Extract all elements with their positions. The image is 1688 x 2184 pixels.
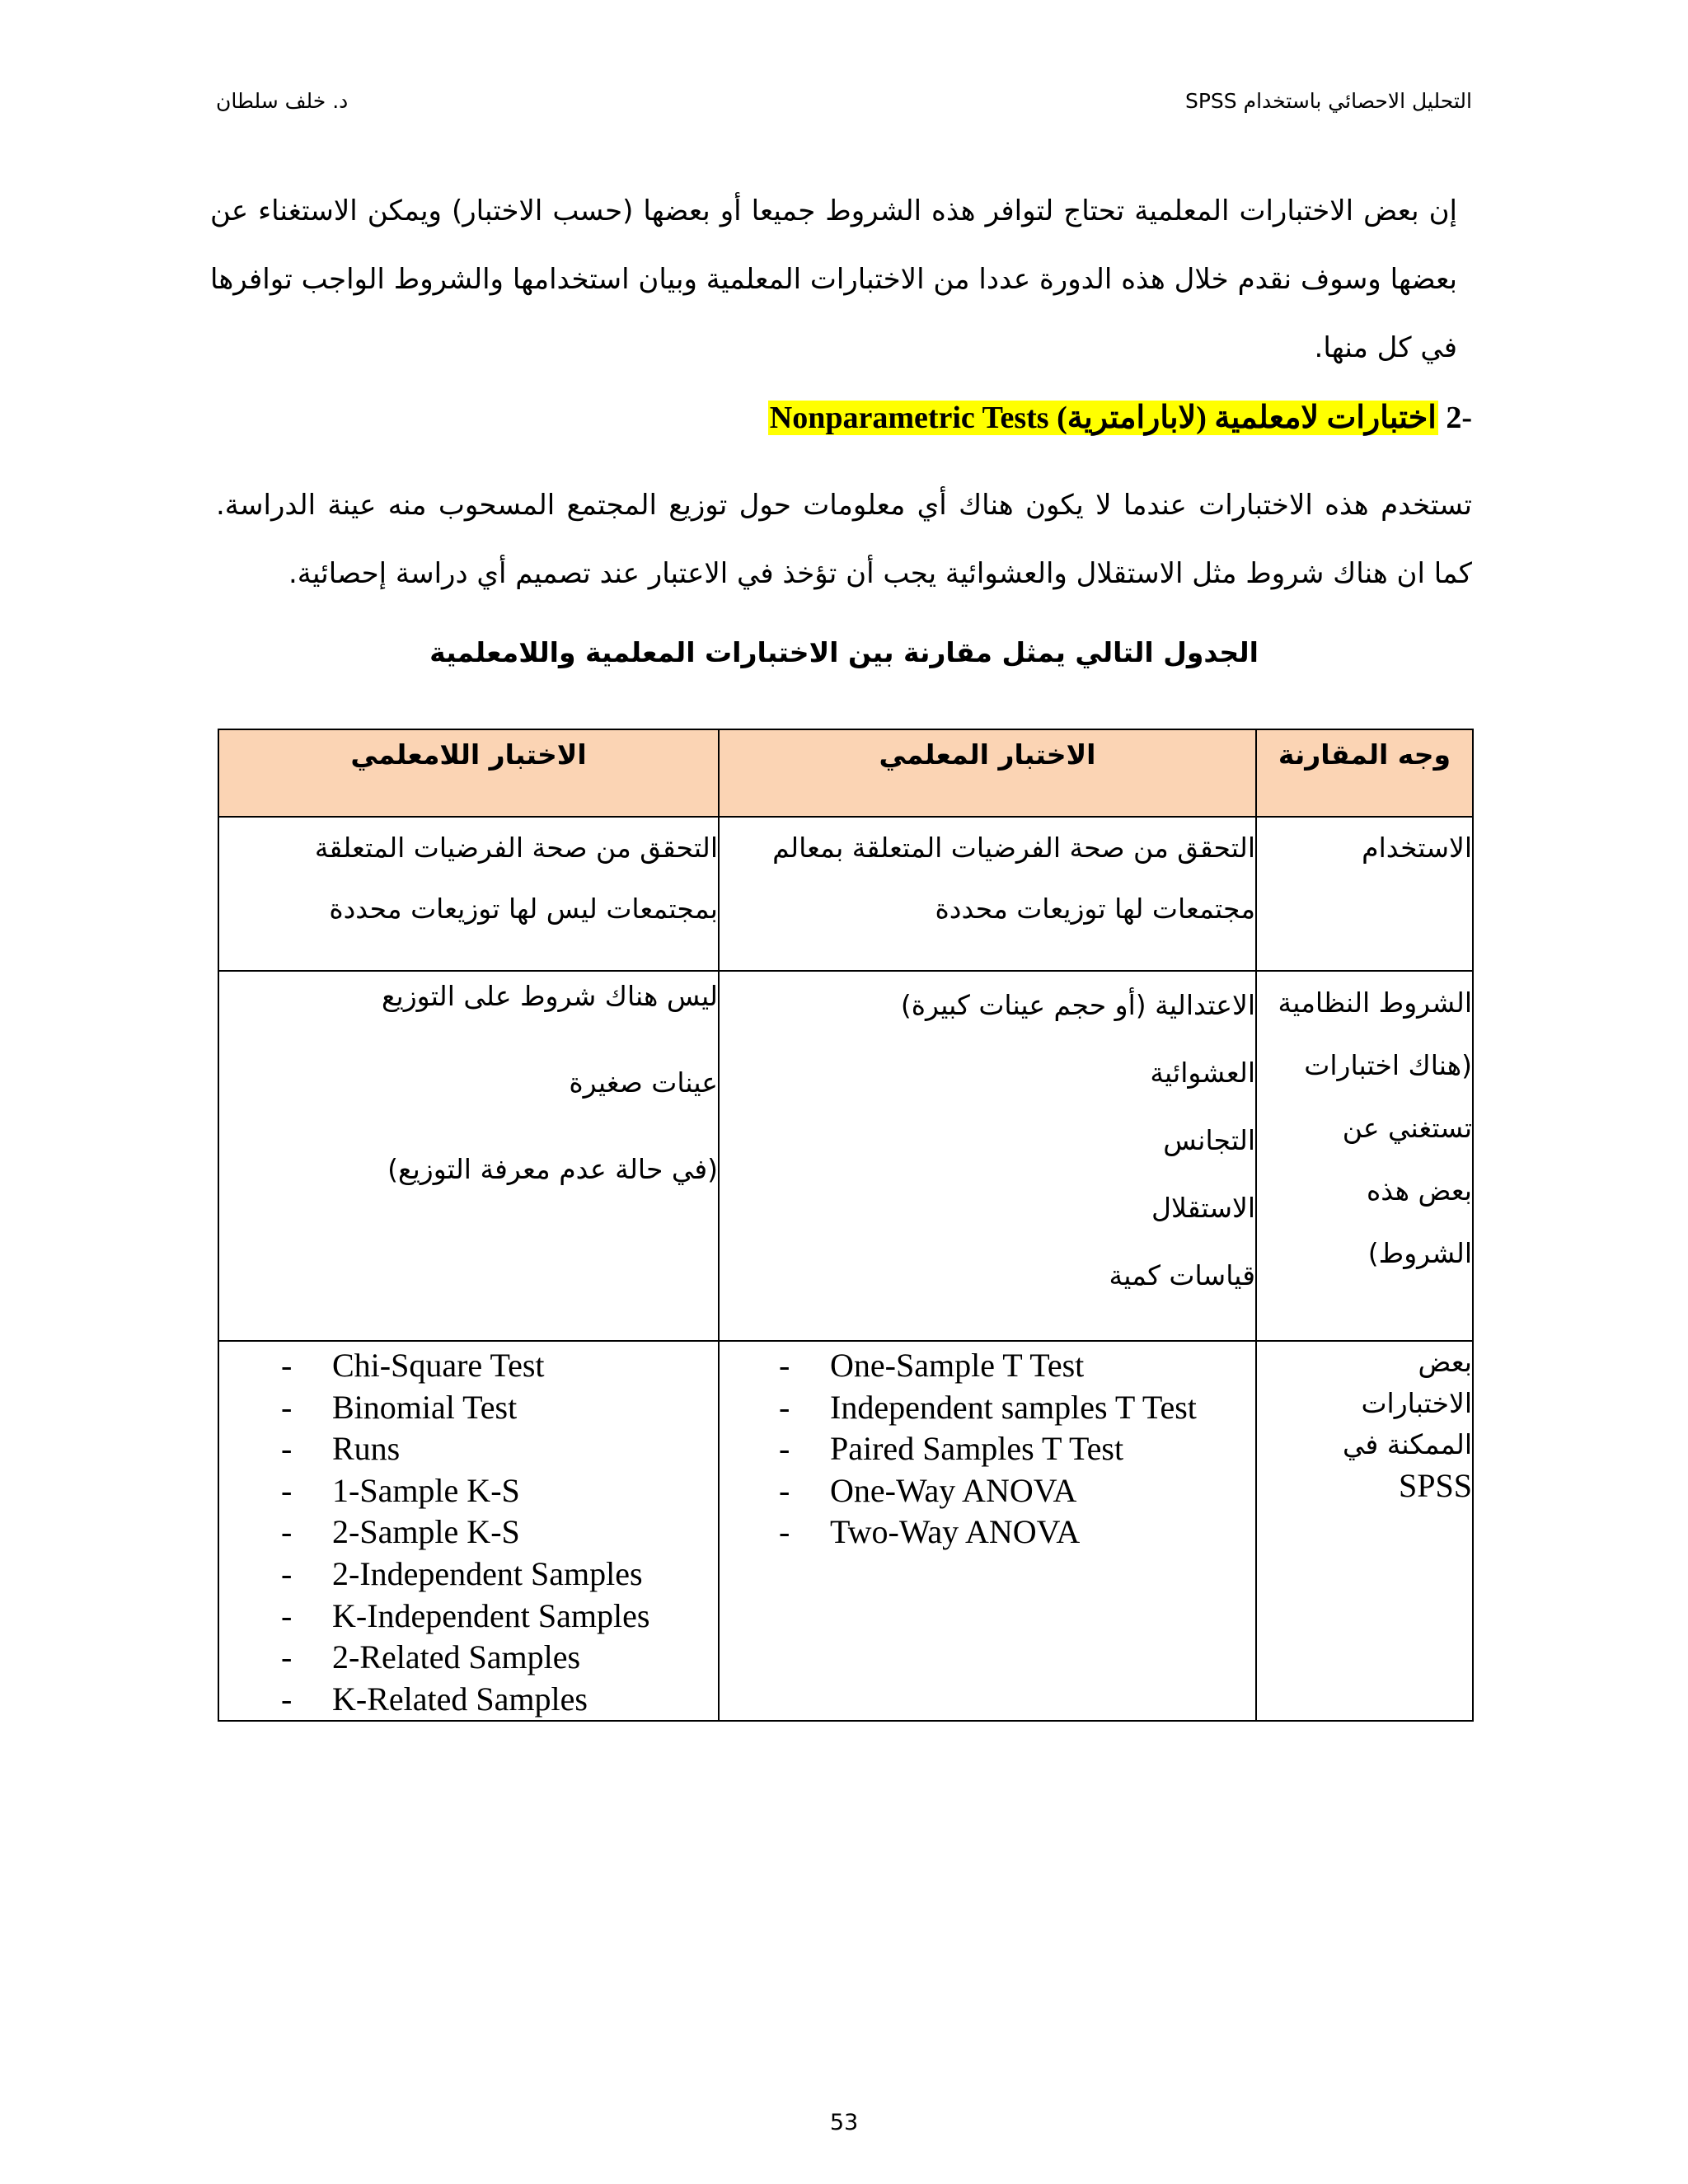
list-item xyxy=(281,1428,718,1470)
conditions-nonparametric-item: (في حالة عدم معرفة التوزيع) xyxy=(387,1153,718,1185)
section-paragraph: تستخدم هذه الاختبارات عندما لا يكون هناك أي معلومات حول توزيع المجتمع المسحوب منه عينة الدراسة. كما ان هناك شروط مثل الاستقلال والعشوائية يجب أن تؤخذ في الاعتبار عند تصميم أي دراسة إحصائية. xyxy=(216,489,1472,590)
usage-aspect-cell xyxy=(1256,817,1473,971)
list-item xyxy=(281,1387,718,1429)
test-name: 1-Sample K-S xyxy=(332,1471,520,1509)
test-name: 2-Independent Samples xyxy=(332,1554,643,1592)
bullet-dash: - xyxy=(281,1680,293,1718)
conditions-parametric-item: التجانس xyxy=(1163,1124,1255,1156)
section-number: -2 xyxy=(1446,401,1472,435)
usage-nonparametric-cell xyxy=(218,817,719,971)
conditions-aspect-line: بعض هذه xyxy=(1366,1174,1472,1207)
conditions-aspect-cell xyxy=(1256,971,1473,1341)
section-title: اختبارات لامعلمية (لابارامترية) Nonparametric Tests xyxy=(769,401,1437,435)
nonparametric-test-list xyxy=(219,1345,718,1720)
list-item xyxy=(281,1511,718,1554)
test-name: Runs xyxy=(332,1430,401,1468)
test-name: Independent samples T Test xyxy=(830,1388,1197,1426)
conditions-aspect-line: تستغني عن xyxy=(1342,1112,1472,1144)
comparison-table xyxy=(218,729,1474,1722)
header-aspect: وجه المقارنة xyxy=(1256,729,1473,817)
test-name: Chi-Square Test xyxy=(332,1347,545,1384)
list-item xyxy=(779,1511,1255,1554)
tests-parametric-cell xyxy=(719,1341,1256,1721)
list-item xyxy=(779,1470,1255,1512)
test-name: One-Sample T Test xyxy=(830,1347,1085,1384)
bullet-dash: - xyxy=(281,1388,293,1426)
list-item xyxy=(281,1596,718,1638)
test-name: K-Independent Samples xyxy=(332,1596,650,1634)
bullet-dash: - xyxy=(281,1471,293,1509)
table-caption: الجدول التالي يمثل مقارنة بين الاختبارات المعلمية واللامعلمية xyxy=(429,636,1259,668)
list-item xyxy=(779,1387,1255,1429)
tests-aspect-line: الاختبارات xyxy=(1361,1387,1472,1419)
list-item xyxy=(779,1345,1255,1387)
table-row-conditions xyxy=(218,971,1473,1341)
usage-nonparametric-line: بمجتمعات ليس لها توزيعات محددة xyxy=(329,893,718,925)
usage-parametric-line: مجتمعات لها توزيعات محددة xyxy=(935,893,1255,925)
bullet-dash: - xyxy=(281,1347,293,1384)
list-item xyxy=(281,1345,718,1387)
intro-paragraph: إن بعض الاختبارات المعلمية تحتاج لتوافر هذه الشروط جميعا أو بعضها (حسب الاختبار) ويمكن الاستغناء عن بعضها وسوف نقدم خلال هذه الدورة عددا من الاختبارات المعلمية وبيان استخدامها والشروط الواجب توافرها في كل منها. xyxy=(210,194,1457,364)
conditions-parametric-cell xyxy=(719,971,1256,1341)
bullet-dash: - xyxy=(281,1513,293,1551)
tests-aspect-cell xyxy=(1256,1341,1473,1721)
section-heading xyxy=(768,399,1472,436)
test-name: 2-Sample K-S xyxy=(332,1513,520,1551)
header-parametric: الاختبار المعلمي xyxy=(719,729,1256,817)
header-book-title: التحليل الاحصائي باستخدام SPSS xyxy=(1184,89,1472,113)
tests-aspect-software: SPSS xyxy=(1399,1467,1472,1504)
list-item xyxy=(779,1428,1255,1470)
tests-nonparametric-cell xyxy=(218,1341,719,1721)
list-item xyxy=(281,1679,718,1721)
tests-aspect-line: بعض xyxy=(1418,1346,1472,1378)
page-number: 53 xyxy=(829,2110,859,2135)
conditions-parametric-item: الاستقلال xyxy=(1151,1192,1255,1224)
test-name: 2-Related Samples xyxy=(332,1638,581,1676)
list-item xyxy=(281,1637,718,1679)
conditions-nonparametric-item: ليس هناك شروط على التوزيع xyxy=(381,980,718,1012)
bullet-dash: - xyxy=(281,1554,293,1592)
conditions-aspect-line: (هناك اختبارات xyxy=(1304,1049,1472,1081)
list-item xyxy=(281,1554,718,1596)
table-header-row xyxy=(218,729,1473,817)
conditions-aspect-line: الشروط النظامية xyxy=(1278,987,1472,1019)
table-row-tests xyxy=(218,1341,1473,1721)
header-author: د. خلف سلطان xyxy=(216,89,349,113)
bullet-dash: - xyxy=(779,1471,790,1509)
conditions-parametric-item: العشوائية xyxy=(1150,1057,1255,1089)
parametric-test-list xyxy=(720,1345,1255,1554)
test-name: Two-Way ANOVA xyxy=(830,1513,1081,1551)
bullet-dash: - xyxy=(779,1430,790,1468)
bullet-dash: - xyxy=(779,1513,790,1551)
test-name: Paired Samples T Test xyxy=(830,1430,1124,1468)
conditions-parametric-item: الاعتدالية (أو حجم عينات كبيرة) xyxy=(900,989,1255,1021)
usage-aspect: الاستخدام xyxy=(1362,832,1472,864)
header-nonparametric: الاختبار اللامعلمي xyxy=(218,729,719,817)
usage-parametric-line: التحقق من صحة الفرضيات المتعلقة بمعالم xyxy=(772,832,1255,864)
conditions-parametric-item: قياسات كمية xyxy=(1109,1259,1255,1291)
conditions-nonparametric-cell xyxy=(218,971,719,1341)
usage-parametric-cell xyxy=(719,817,1256,971)
bullet-dash: - xyxy=(281,1596,293,1634)
bullet-dash: - xyxy=(779,1388,790,1426)
test-name: One-Way ANOVA xyxy=(830,1471,1077,1509)
bullet-dash: - xyxy=(281,1430,293,1468)
bullet-dash: - xyxy=(779,1347,790,1384)
conditions-aspect-line: الشروط) xyxy=(1367,1237,1472,1269)
table-row-usage xyxy=(218,817,1473,971)
tests-aspect-line: الممكنة في xyxy=(1342,1428,1472,1460)
bullet-dash: - xyxy=(281,1638,293,1676)
conditions-nonparametric-item: عينات صغيرة xyxy=(569,1066,718,1099)
list-item xyxy=(281,1470,718,1512)
usage-nonparametric-line: التحقق من صحة الفرضيات المتعلقة xyxy=(314,832,718,864)
test-name: Binomial Test xyxy=(332,1388,518,1426)
test-name: K-Related Samples xyxy=(332,1680,588,1718)
